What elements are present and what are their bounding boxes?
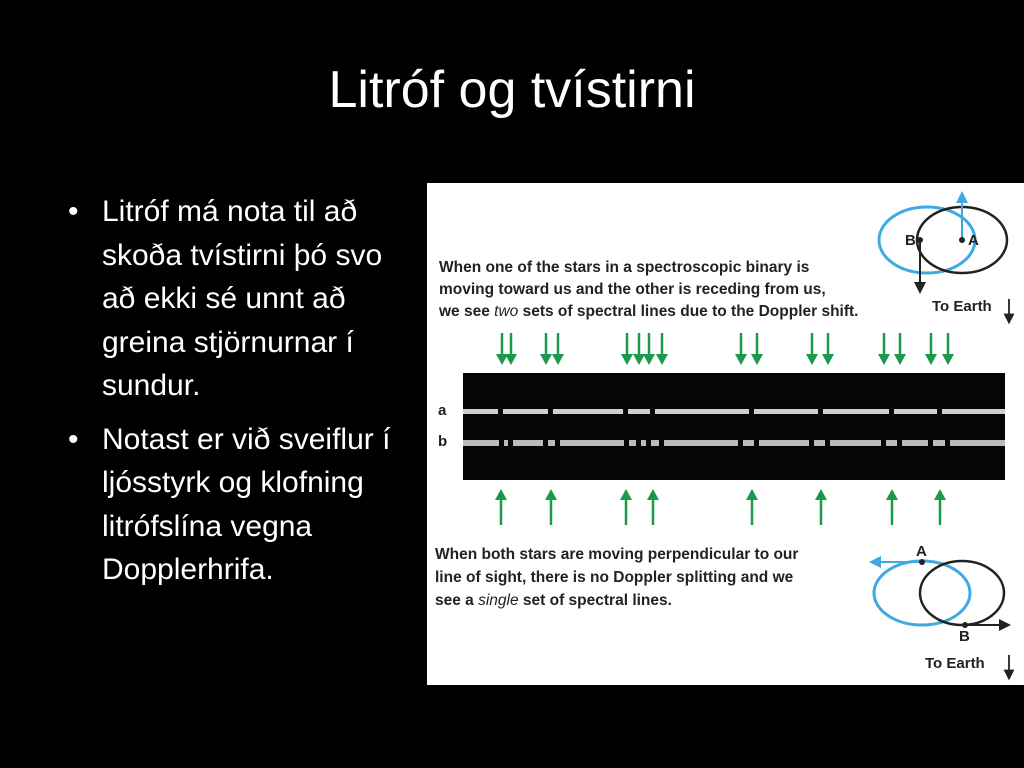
green-down-arrow-icon-head xyxy=(540,354,552,365)
absorption-line xyxy=(624,438,629,448)
green-up-arrow-icon-head xyxy=(545,489,557,500)
green-down-arrow-icon-head xyxy=(878,354,890,365)
absorption-line xyxy=(897,438,902,448)
absorption-line xyxy=(738,438,743,448)
green-up-arrow-icon-head xyxy=(886,489,898,500)
orbit-black-ellipse xyxy=(920,561,1004,625)
absorption-line xyxy=(659,438,664,448)
absorption-line xyxy=(749,407,754,416)
star-b-dot xyxy=(917,237,923,243)
top-star-a-label: A xyxy=(968,232,979,249)
absorption-line xyxy=(646,438,651,448)
green-up-arrow-icon-head xyxy=(815,489,827,500)
bullet-item xyxy=(60,190,400,408)
spectrum-band-a xyxy=(463,409,1005,414)
spectrum-label-b: b xyxy=(438,433,448,450)
spectrum-panel xyxy=(438,373,1005,480)
bullet-dot-icon: • xyxy=(68,422,79,456)
bottom-star-a-label: A xyxy=(916,543,927,560)
absorption-line xyxy=(818,407,823,416)
bottom-green-arrows xyxy=(495,489,946,525)
absorption-line xyxy=(555,438,560,448)
top-star-b-label: B xyxy=(905,232,916,249)
absorption-line xyxy=(499,438,504,448)
bottom-to-earth-label: To Earth xyxy=(925,655,985,672)
slide-title: Litróf og tvístirni xyxy=(328,61,696,119)
absorption-line xyxy=(508,438,513,448)
absorption-line xyxy=(636,438,641,448)
green-up-arrow-icon-head xyxy=(746,489,758,500)
green-down-arrow-icon-head xyxy=(643,354,655,365)
bottom-caption-line3: see a single set of spectral lines. xyxy=(435,592,672,609)
green-down-arrow-icon-head xyxy=(621,354,633,365)
bullet-text: Notast er við sveiflur í ljósstyrk og klofning litrófslína vegna Dopplerhrifa. xyxy=(102,422,391,586)
green-down-arrow-icon-head xyxy=(633,354,645,365)
absorption-line xyxy=(937,407,942,416)
spectroscopic-binary-figure xyxy=(427,183,1024,685)
top-caption-line3: we see two sets of spectral lines due to the Doppler shift. xyxy=(439,303,859,320)
figure-svg xyxy=(427,183,1024,685)
spectrum-background xyxy=(463,373,1005,480)
green-down-arrow-icon-head xyxy=(806,354,818,365)
top-orbit-diagram xyxy=(879,197,1009,319)
absorption-line xyxy=(809,438,814,448)
bottom-caption-line1: When both stars are moving perpendicular to our xyxy=(435,546,799,563)
green-up-arrow-icon-head xyxy=(495,489,507,500)
absorption-line xyxy=(650,407,655,416)
green-down-arrow-icon-head xyxy=(505,354,517,365)
top-green-arrows xyxy=(496,333,954,365)
top-to-earth-label: To Earth xyxy=(932,298,992,315)
absorption-line xyxy=(623,407,628,416)
bullet-list xyxy=(60,190,400,602)
absorption-line xyxy=(928,438,933,448)
bottom-star-b-label: B xyxy=(959,628,970,645)
absorption-line xyxy=(754,438,759,448)
green-down-arrow-icon-head xyxy=(925,354,937,365)
absorption-line xyxy=(945,438,950,448)
bottom-caption-line2: line of sight, there is no Doppler splitting and we xyxy=(435,569,794,586)
star-a-dot xyxy=(959,237,965,243)
top-caption-line1: When one of the stars in a spectroscopic binary is xyxy=(439,259,810,276)
absorption-line xyxy=(543,438,548,448)
bullet-text: Litróf má nota til að skoða tvístirni þó svo að ekki sé unnt að greina stjörnurnar í sundur. xyxy=(102,195,383,402)
absorption-line xyxy=(881,438,886,448)
top-caption-line2: moving toward us and the other is receding from us, xyxy=(439,281,826,298)
green-down-arrow-icon-head xyxy=(735,354,747,365)
green-up-arrow-icon-head xyxy=(647,489,659,500)
bullet-item xyxy=(60,418,400,592)
absorption-line xyxy=(498,407,503,416)
green-down-arrow-icon-head xyxy=(552,354,564,365)
green-down-arrow-icon-head xyxy=(942,354,954,365)
orbit-blue-ellipse xyxy=(874,561,970,625)
green-up-arrow-icon-head xyxy=(934,489,946,500)
absorption-line xyxy=(548,407,553,416)
green-down-arrow-icon-head xyxy=(751,354,763,365)
green-down-arrow-icon-head xyxy=(894,354,906,365)
bottom-orbit-diagram xyxy=(874,543,1009,675)
bullet-dot-icon: • xyxy=(68,195,79,228)
green-down-arrow-icon-head xyxy=(822,354,834,365)
absorption-line xyxy=(889,407,894,416)
green-up-arrow-icon-head xyxy=(620,489,632,500)
spectrum-label-a: a xyxy=(438,402,447,419)
absorption-line xyxy=(825,438,830,448)
green-down-arrow-icon-head xyxy=(656,354,668,365)
